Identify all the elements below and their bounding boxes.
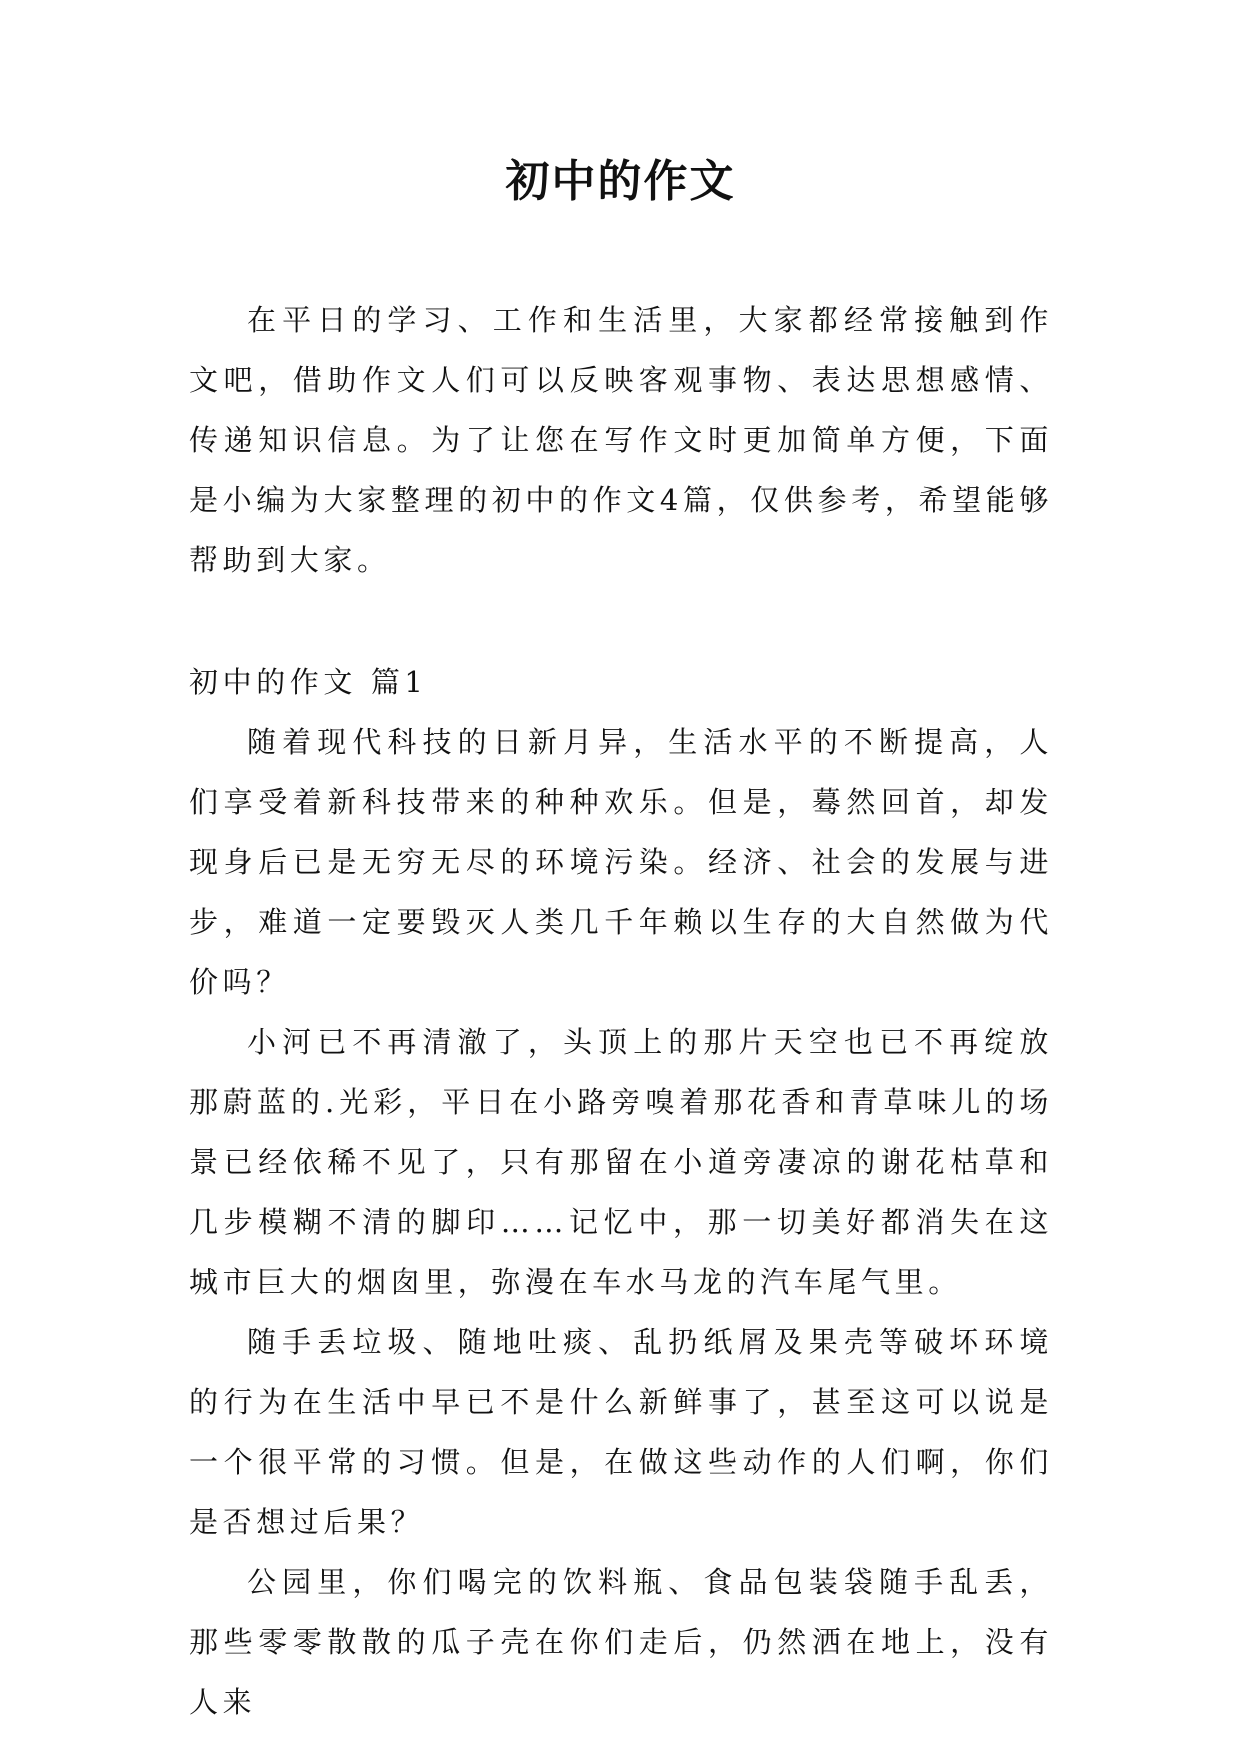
document-title: 初中的作文 — [505, 156, 736, 207]
body-paragraph-2: 小河已不再清澈了，头顶上的那片天空也已不再绽放那蔚蓝的.光彩，平日在小路旁嗅着那花香和青草味儿的场景已经依稀不见了，只有那留在小道旁凄凉的谢花枯草和几步模糊不清的脚印……记忆中，那一切美好都消失在这城市巨大的烟囱里，弥漫在车水马龙的汽车尾气里。 — [189, 1025, 1053, 1299]
body-paragraph-1: 随着现代科技的日新月异，生活水平的不断提高，人们享受着新科技带来的种种欢乐。但是，蓦然回首，却发现身后已是无穷无尽的环境污染。经济、社会的发展与进步，难道一定要毁灭人类几千年赖以生存的大自然做为代价吗？ — [189, 725, 1053, 999]
body-paragraph-4: 公园里，你们喝完的饮料瓶、食品包装袋随手乱丢，那些零零散散的瓜子壳在你们走后，仍然洒在地上，没有人来 — [189, 1565, 1053, 1719]
document-body — [189, 290, 1053, 1732]
intro-paragraph: 在平日的学习、工作和生活里，大家都经常接触到作文吧，借助作文人们可以反映客观事物、表达思想感情、传递知识信息。为了让您在写作文时更加简单方便，下面是小编为大家整理的初中的作文4篇，仅供参考，希望能够帮助到大家。 — [189, 303, 1053, 577]
section-heading: 初中的作文 篇1 — [189, 665, 428, 699]
body-paragraph-3: 随手丢垃圾、随地吐痰、乱扔纸屑及果壳等破坏环境的行为在生活中早已不是什么新鲜事了，甚至这可以说是一个很平常的习惯。但是，在做这些动作的人们啊，你们是否想过后果？ — [189, 1325, 1053, 1539]
